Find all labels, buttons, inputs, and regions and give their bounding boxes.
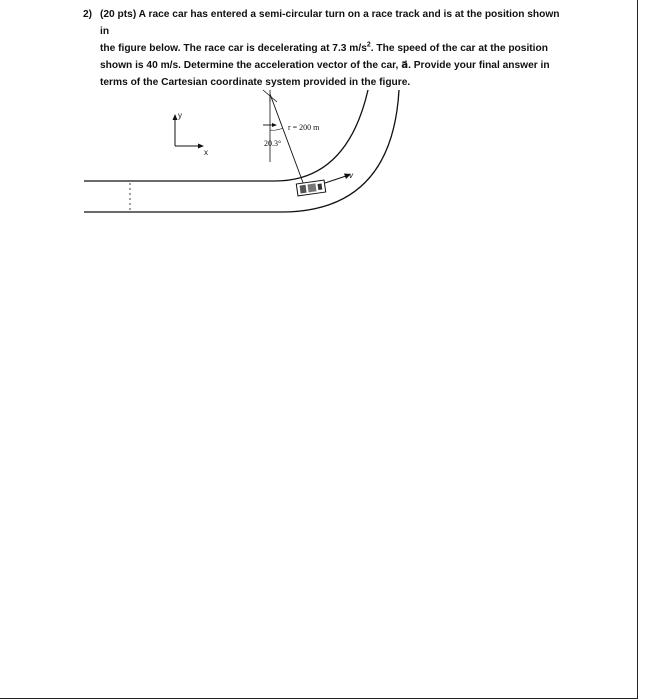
problem-line-1: (20 pts) A race car has entered a semi-circular turn on a race track and is at the position shown in [100, 9, 560, 37]
car-window-rear [300, 185, 307, 194]
track-inner-edge [84, 90, 368, 181]
problem-line-3: shown is 40 m/s. Determine the acceleration vector of the car, a⃗. Provide your final answer in [100, 60, 550, 71]
y-axis-arrowhead [173, 114, 178, 120]
track-outer-edge [84, 90, 399, 212]
problem-line-2-pre: the figure below. The race car is decelerating at 7.3 m/s [100, 43, 367, 54]
car-window-front [307, 183, 316, 192]
angle-label: 20.3° [264, 139, 282, 148]
velocity-label: v [349, 171, 353, 180]
velocity-arrow-line [325, 176, 346, 183]
x-axis-label: x [204, 148, 208, 157]
race-track [84, 90, 399, 212]
radius-label: r = 200 m [288, 123, 320, 132]
y-axis-label: y [178, 111, 182, 120]
problem-line-2-sup: 2 [366, 41, 371, 49]
problem-line-2-post: . The speed of the car at the position [370, 43, 548, 54]
car-nose [318, 183, 323, 189]
velocity-vector [325, 171, 354, 183]
coordinate-axes [173, 111, 209, 157]
problem-line-4: terms of the Cartesian coordinate system provided in the figure. [100, 77, 411, 88]
problem-number: 2) [83, 9, 93, 20]
angle-arc [270, 128, 283, 130]
race-car [296, 180, 325, 196]
radius-dim-arrowhead [272, 123, 277, 127]
